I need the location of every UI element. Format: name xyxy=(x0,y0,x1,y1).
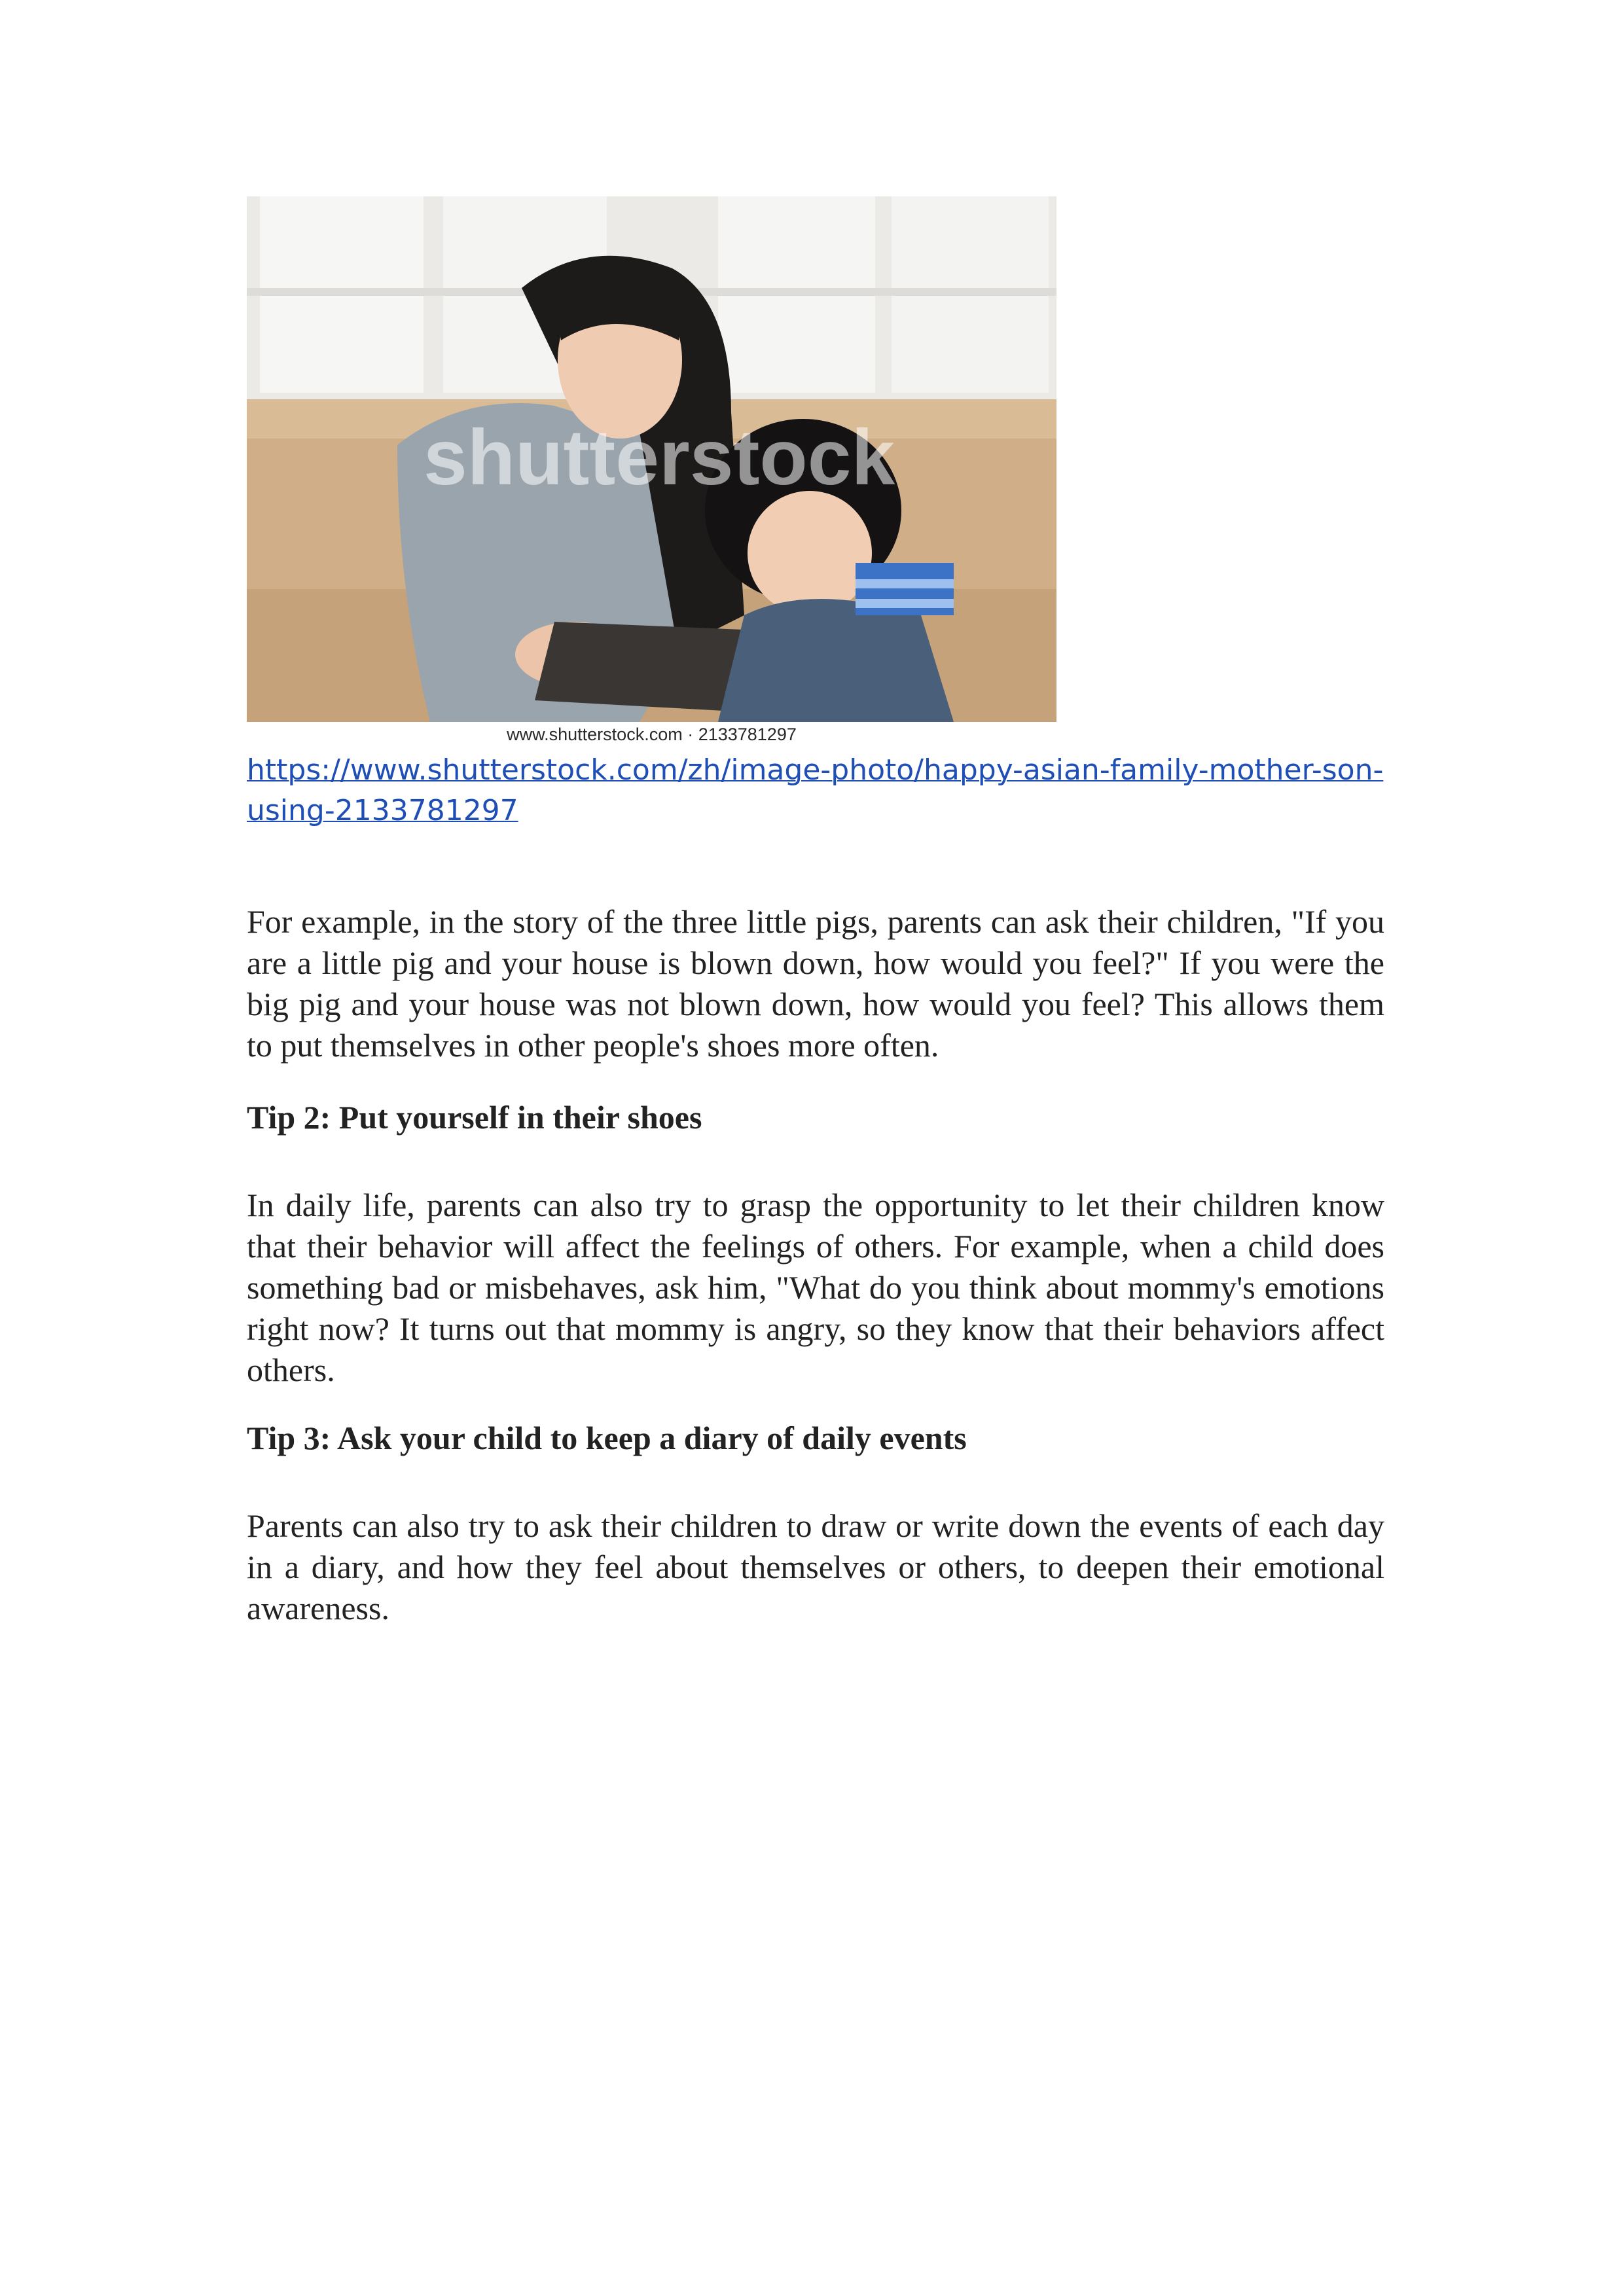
photo-illustration xyxy=(247,196,1056,722)
tip3-heading: Tip 3: Ask your child to keep a diary of daily events xyxy=(247,1419,967,1456)
tip2-heading: Tip 2: Put yourself in their shoes xyxy=(247,1098,702,1136)
mother-child-photo xyxy=(247,196,1056,722)
source-link[interactable]: https://www.shutterstock.com/zh/image-photo/happy-asian-family-mother-son-using-2133781297 xyxy=(247,753,1384,827)
intro-paragraph: For example, in the story of the three little pigs, parents can ask their children, "If you are a little pig and your house is blown down, how would you feel?" If you were the big pig and your house was not blown down, how would you feel? This allows them to put themselves in other people's shoes more often. xyxy=(247,903,1384,1064)
tip2-paragraph: In daily life, parents can also try to grasp the opportunity to let their children know that their behavior will affect the feelings of others. For example, when a child does something bad or misbehaves, ask him, "What do you think about mommy's emotions right now? It turns out that mommy is angry, so they know that their behaviors affect others. xyxy=(247,1187,1384,1388)
tip3-paragraph: Parents can also try to ask their children to draw or write down the events of each day in a diary, and how they feel about themselves or others, to deepen their emotional awareness. xyxy=(247,1507,1384,1626)
photo-caption: www.shutterstock.com · 2133781297 xyxy=(507,725,797,744)
watermark-text: shutterstock xyxy=(424,414,895,501)
